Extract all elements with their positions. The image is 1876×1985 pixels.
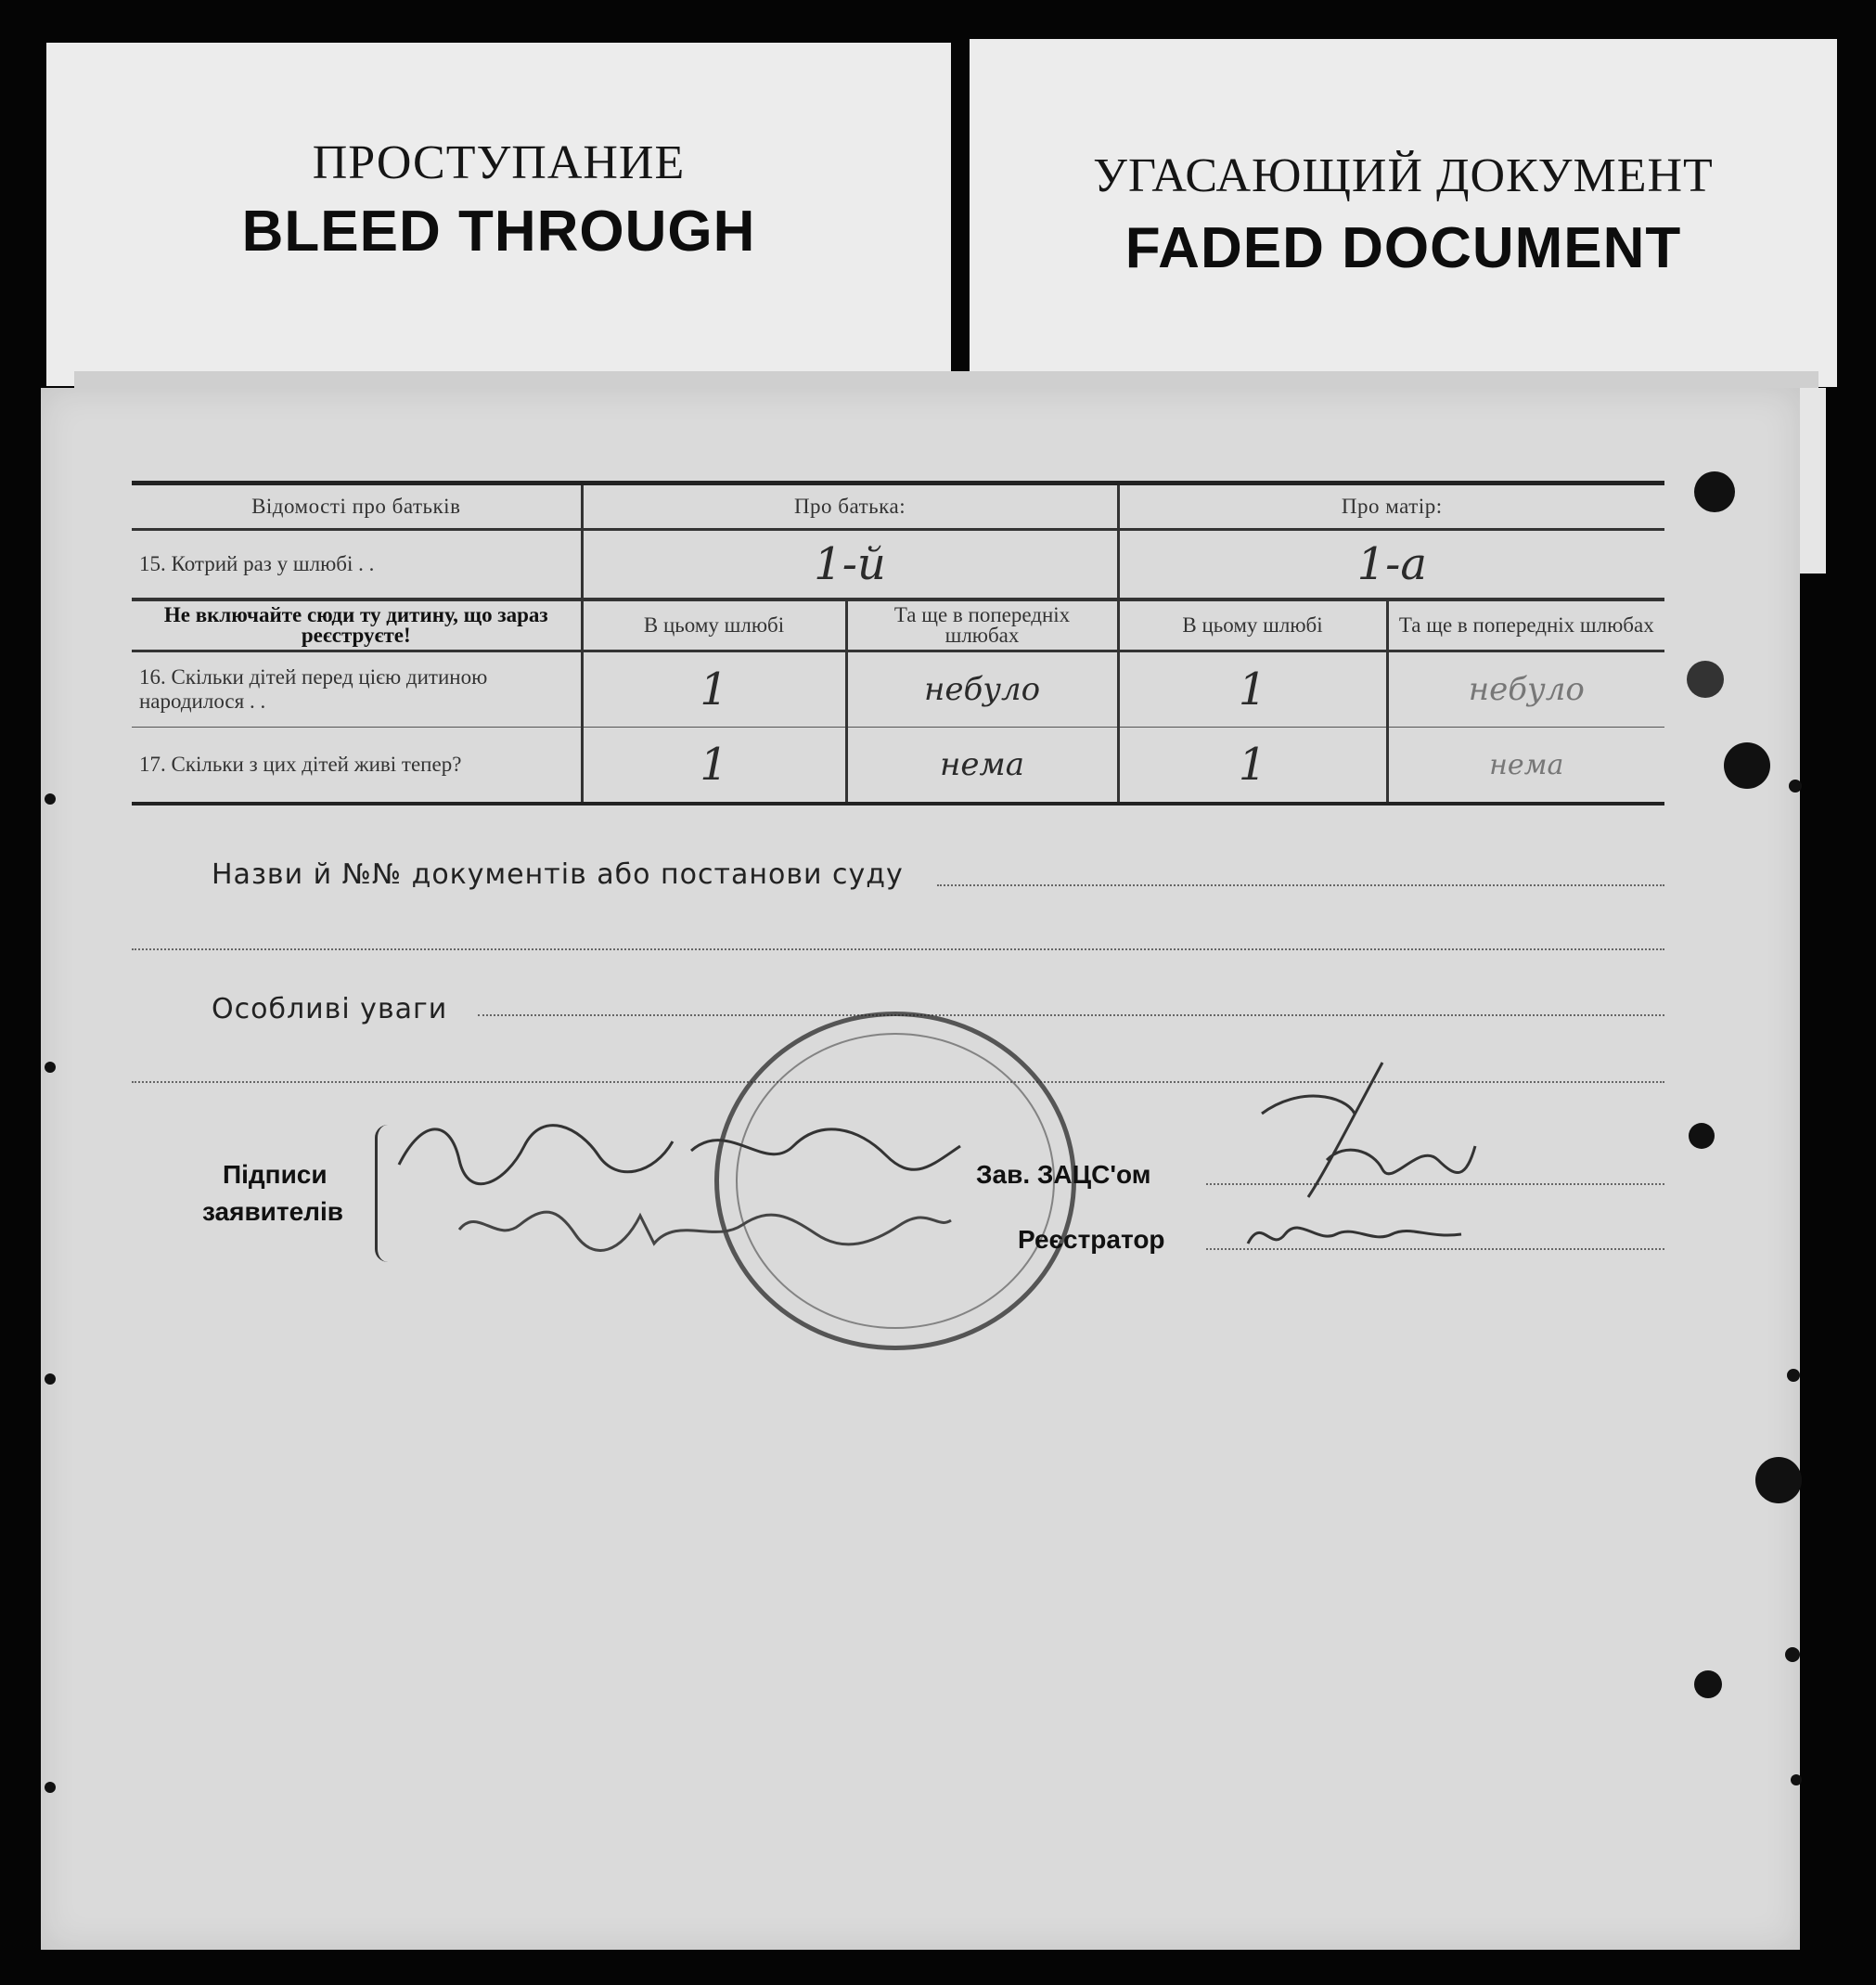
table-row-16 xyxy=(132,651,1664,728)
sub-mother-prev: Та ще в попередніх шлюбах xyxy=(1387,599,1664,651)
punch-dot xyxy=(45,1782,56,1793)
faded-document-label-en: FADED DOCUMENT xyxy=(1124,216,1682,280)
table-row-17 xyxy=(132,728,1664,805)
sub-father-this: В цьому шлюбі xyxy=(582,599,846,651)
punch-dot xyxy=(45,1062,56,1073)
applicant-signature-2 xyxy=(455,1188,956,1274)
q15-mother-value: 1-а xyxy=(1118,530,1664,600)
applicants-label-1: Підписи xyxy=(223,1160,328,1189)
bleed-through-label-en: BLEED THROUGH xyxy=(241,200,756,264)
table-subheader-row xyxy=(132,599,1664,651)
q17-mother-this: 1 xyxy=(1118,728,1387,805)
punch-hole xyxy=(1694,471,1735,512)
q15-label: 15. Котрий раз у шлюбі . . xyxy=(132,530,582,600)
remarks-dotline xyxy=(478,1014,1664,1016)
exclusion-note: Не включайте сюди ту дитину, що зараз реєструєте! xyxy=(132,599,582,651)
table-header-row xyxy=(132,483,1664,530)
q17-mother-prev: нема xyxy=(1387,728,1664,805)
registrar-signature xyxy=(1243,1206,1466,1266)
punch-hole xyxy=(1755,1457,1802,1503)
punch-dot xyxy=(45,1373,56,1385)
sub-father-prev: Та ще в попередніх шлюбах xyxy=(846,599,1118,651)
documents-field-label: Назви й №№ документів або постанови суду xyxy=(212,858,904,891)
faded-document-label-ru: УГАСАЮЩИЙ ДОКУМЕНТ xyxy=(1093,149,1714,202)
documents-dotline-2 xyxy=(132,948,1664,950)
table-row-15 xyxy=(132,530,1664,600)
punch-dot xyxy=(1787,1369,1800,1382)
header-mother: Про матір: xyxy=(1118,483,1664,530)
q15-father-value: 1-й xyxy=(582,530,1118,600)
faded-document-label xyxy=(970,39,1837,387)
punch-hole xyxy=(1687,661,1724,698)
q17-label: 17. Скільки з цих дітей живі тепер? xyxy=(139,753,462,776)
punch-dot xyxy=(45,793,56,805)
q16-father-prev: небуло xyxy=(846,651,1118,728)
parents-info-table xyxy=(132,481,1664,806)
applicants-brace xyxy=(375,1125,391,1262)
q17-father-this: 1 xyxy=(582,728,846,805)
bleed-through-label xyxy=(46,43,951,386)
remarks-field-label: Особливі уваги xyxy=(212,993,448,1025)
q16-mother-prev: небуло xyxy=(1387,651,1664,728)
paper-strip xyxy=(1800,388,1826,574)
punch-dot xyxy=(1785,1647,1800,1662)
q17-father-prev: нема xyxy=(846,728,1118,805)
q16-label: 16. Скільки дітей перед цією дитиною народилося . . xyxy=(132,651,582,728)
header-parents: Відомості про батьків xyxy=(132,483,582,530)
applicants-label-2: заявителів xyxy=(202,1197,343,1226)
bleed-through-label-ru: ПРОСТУПАНИЕ xyxy=(312,136,686,189)
header-father: Про батька: xyxy=(582,483,1118,530)
q16-mother-this: 1 xyxy=(1118,651,1387,728)
head-signature xyxy=(1243,1058,1484,1219)
punch-hole xyxy=(1694,1670,1722,1698)
punch-dot xyxy=(1791,1774,1802,1785)
punch-hole xyxy=(1689,1123,1715,1149)
head-label: Зав. ЗАЦС'ом xyxy=(976,1160,1151,1189)
documents-dotline xyxy=(937,884,1664,886)
registrar-label: Реєстратор xyxy=(1018,1225,1165,1254)
punch-hole xyxy=(1724,742,1770,789)
punch-dot xyxy=(1789,780,1802,793)
q16-father-this: 1 xyxy=(582,651,846,728)
sub-mother-this: В цьому шлюбі xyxy=(1118,599,1387,651)
